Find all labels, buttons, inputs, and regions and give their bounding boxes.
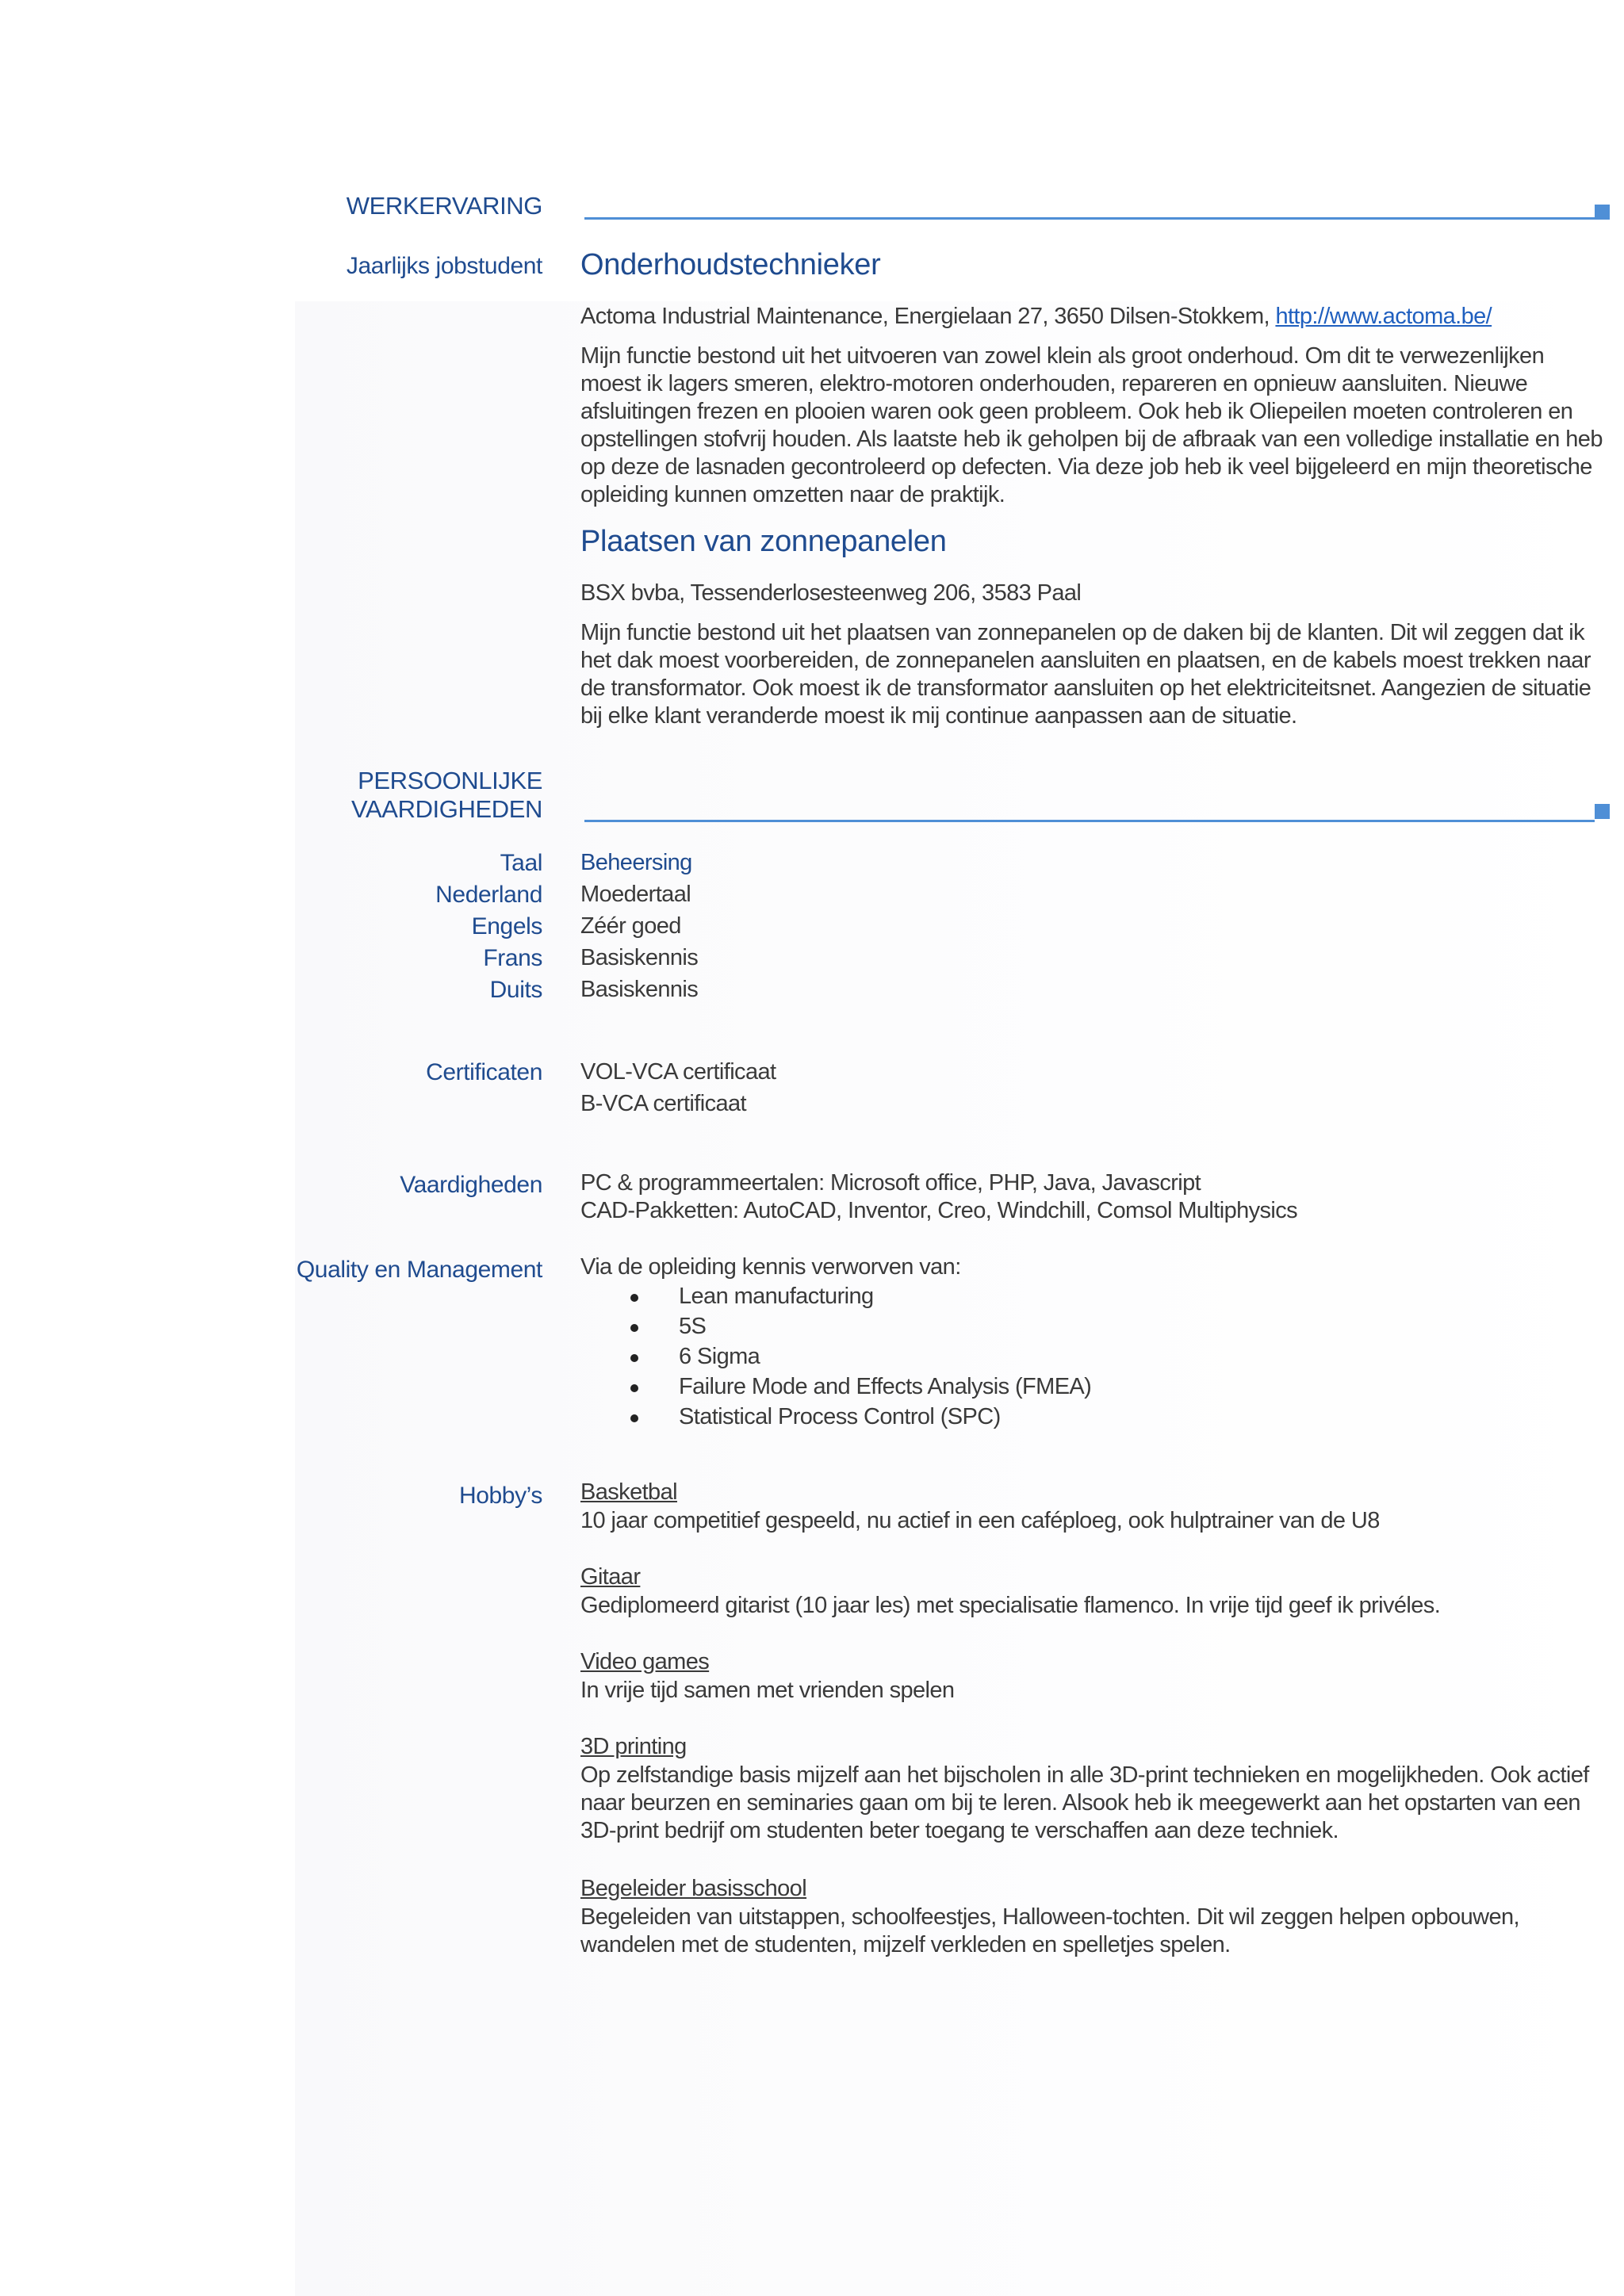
section-divider-marker [1595, 804, 1610, 819]
job-description: Mijn functie bestond uit het uitvoeren van zowel klein als groot onderhoud. Om dit te verwezenlijken moest ik lagers smeren, elektro-motoren onderhouden, repareren en opnieuw aansluiten. Nieuwe afsluitingen frezen en plooien waren ook geen probleem. Ook heb ik Oliepeilen moeten controleren en opstellingen stofvrij houden. Als laatste heb ik geholpen bij de afbraak van een volledige installatie en heb op deze de lasnaden gecontroleerd op defecten. Via deze job heb ik veel bijgeleerd en mijn theoretische opleiding kunnen omzetten naar de praktijk. [580, 343, 1603, 507]
language-header-label: Taal [500, 850, 542, 876]
hobby-title: Begeleider basisschool [580, 1876, 807, 1901]
bullet-icon [630, 1384, 638, 1392]
bullet-icon [630, 1414, 638, 1422]
hobby-title: Video games [580, 1649, 710, 1674]
hobby-title: 3D printing [580, 1734, 687, 1759]
hobbies-label: Hobby’s [458, 1483, 542, 1509]
certificate-item: VOL-VCA certificaat [580, 1059, 776, 1085]
language-level: Zéér goed [580, 913, 681, 939]
job-description: Mijn functie bestond uit het plaatsen van zonnepanelen op de daken bij de klanten. Dit wil zeggen dat ik het dak moest voorbereiden, de zonnepanelen aansluiten en plaatsen, en de kabels moest trekken naar de transformator. Ook moest ik de transformator aansluiten op het elektriciteitsnet. Aangezien de situatie bij elke klant veranderde moest ik mij continue aanpassen aan de situatie. [580, 620, 1591, 729]
skill-item: PC & programmeertalen: Microsoft office, PHP, Java, Javascript [580, 1170, 1201, 1196]
hobby-description: 10 jaar competitief gespeeld, nu actief in een caféploeg, ook hulptrainer van de U8 [580, 1508, 1380, 1533]
job-side-label: Jaarlijks jobstudent [346, 253, 542, 279]
quality-label: Quality en Management [296, 1257, 542, 1283]
language-level: Moedertaal [580, 882, 691, 907]
bullet-icon [630, 1354, 638, 1362]
section-divider-marker [1595, 205, 1610, 220]
section-heading-werkervaring: WERKERVARING [346, 192, 542, 220]
quality-bullet: Statistical Process Control (SPC) [679, 1404, 1001, 1429]
company-website-link[interactable]: http://www.actoma.be/ [1275, 304, 1492, 329]
quality-intro: Via de opleiding kennis verworven van: [580, 1254, 961, 1280]
hobby-description: Gediplomeerd gitarist (10 jaar les) met specialisatie flamenco. In vrije tijd geef ik privéles. [580, 1593, 1441, 1618]
language-name: Duits [489, 977, 542, 1003]
quality-bullet: 6 Sigma [679, 1344, 760, 1369]
job-title: Plaatsen van zonnepanelen [580, 525, 947, 558]
section-heading-persoonlijk-line1: PERSOONLIJKE [358, 767, 542, 794]
bullet-icon [630, 1294, 638, 1302]
bullet-icon [630, 1324, 638, 1332]
skills-label: Vaardigheden [400, 1172, 542, 1198]
language-header-value: Beheersing [580, 850, 692, 875]
quality-bullet: Lean manufacturing [679, 1284, 874, 1309]
section-heading-persoonlijk-line2: VAARDIGHEDEN [351, 795, 542, 823]
job-company [580, 304, 1492, 330]
language-name: Frans [483, 945, 542, 971]
language-level: Basiskennis [580, 945, 699, 970]
hobby-title: Gitaar [580, 1564, 641, 1590]
job-company-address: Actoma Industrial Maintenance, Energielaan 27, 3650 Dilsen-Stokkem, [580, 304, 1276, 329]
hobby-description: Op zelfstandige basis mijzelf aan het bijscholen in alle 3D-print technieken en mogelijkheden. Ook actief naar beurzen en seminaries gaan om bij te leren. Alsook heb ik meegewerkt aan het opstarten van een 3D-print bedrijf om studenten beter toegang te verschaffen aan deze techniek. [580, 1762, 1589, 1843]
job-company: BSX bvba, Tessenderlosesteenweg 206, 3583 Paal [580, 580, 1082, 606]
language-name: Engels [471, 913, 542, 939]
hobby-title: Basketbal [580, 1479, 677, 1505]
section-divider [584, 217, 1595, 220]
job-title: Onderhoudstechnieker [580, 248, 881, 281]
hobby-description: Begeleiden van uitstappen, schoolfeestjes, Halloween-tochten. Dit wil zeggen helpen opbouwen, wandelen met de studenten, mijzelf verkleden en spelletjes spelen. [580, 1904, 1519, 1957]
skill-item: CAD-Pakketten: AutoCAD, Inventor, Creo, Windchill, Comsol Multiphysics [580, 1198, 1298, 1223]
hobby-description: In vrije tijd samen met vrienden spelen [580, 1678, 955, 1703]
language-name: Nederland [435, 882, 542, 908]
certificates-label: Certificaten [426, 1059, 542, 1085]
quality-bullet: Failure Mode and Effects Analysis (FMEA) [679, 1374, 1092, 1399]
certificate-item: B-VCA certificaat [580, 1091, 746, 1116]
language-level: Basiskennis [580, 977, 699, 1002]
section-divider [584, 820, 1595, 822]
quality-bullet: 5S [679, 1314, 707, 1339]
